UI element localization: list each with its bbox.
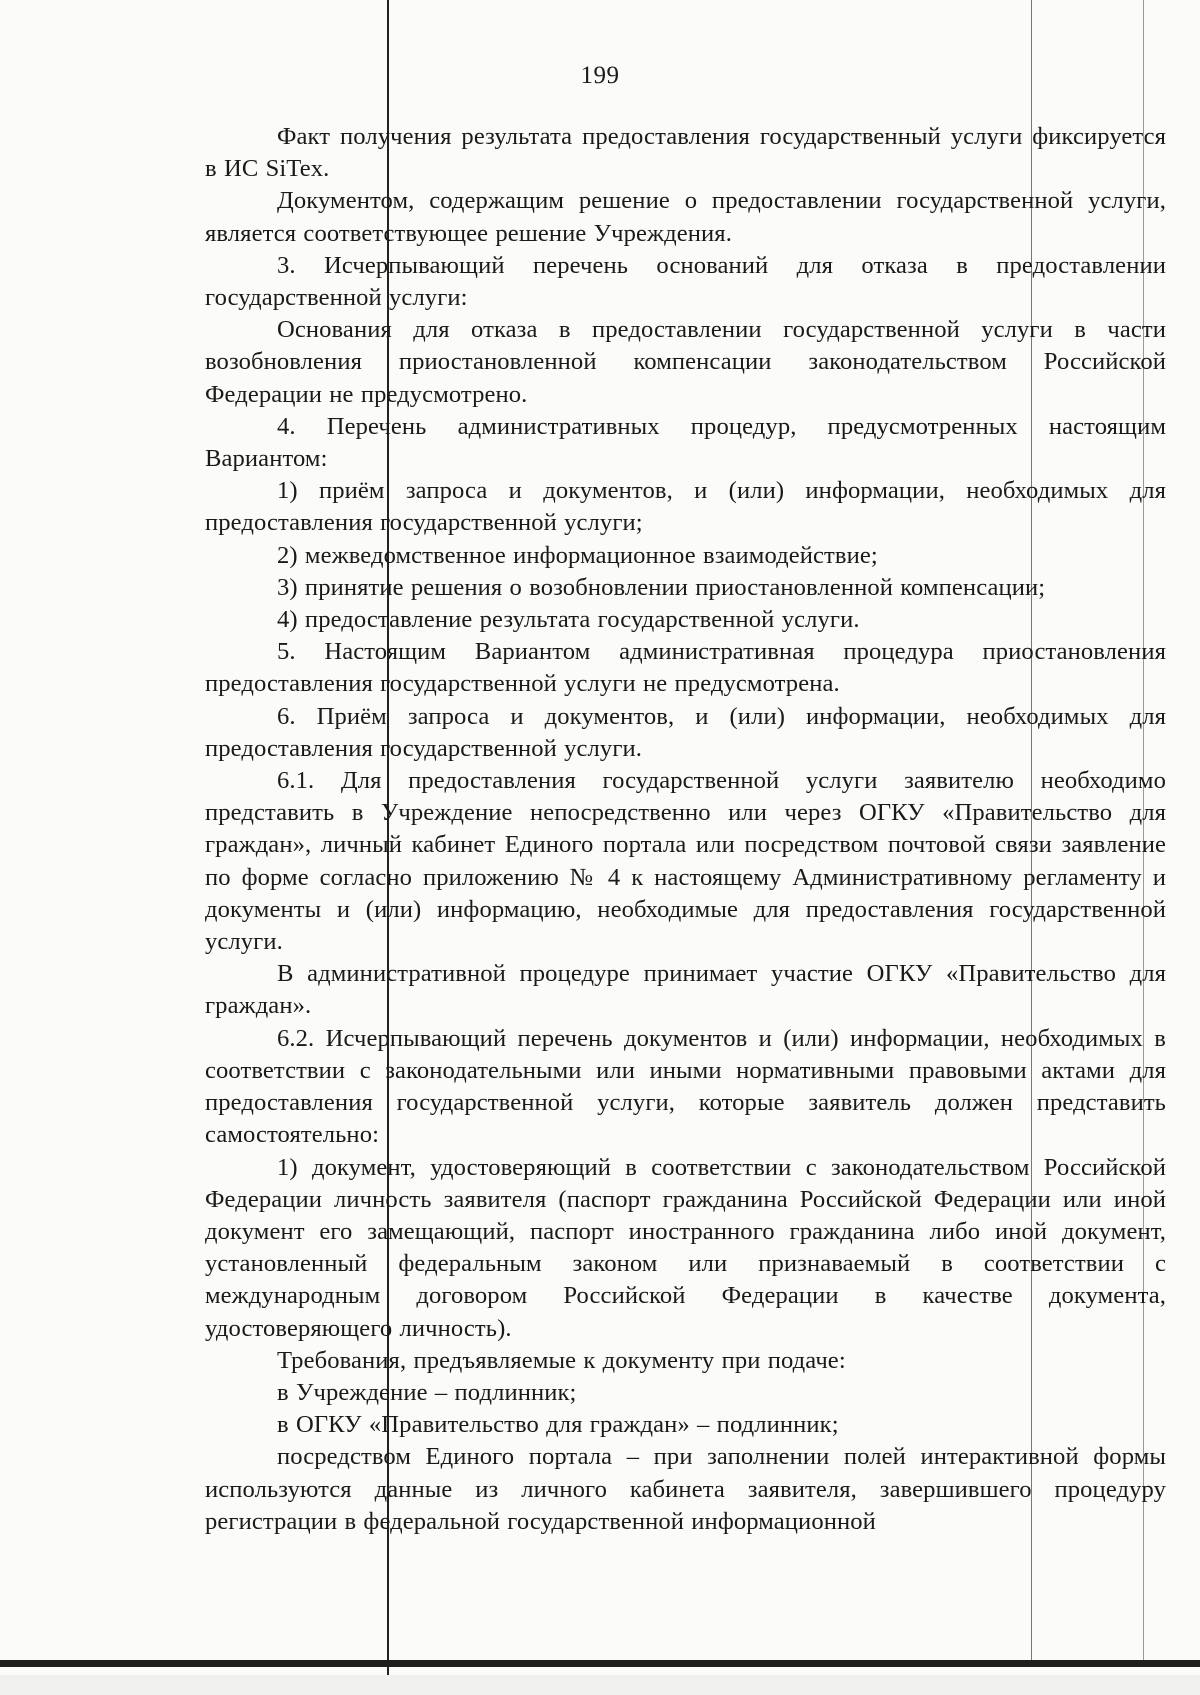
paragraph: 4. Перечень административных процедур, предусмотренных настоящим Вариантом: bbox=[205, 412, 1166, 473]
list-item: 2) межведомственное информационное взаимодействие; bbox=[277, 541, 878, 569]
list-item: в Учреждение – подлинник; bbox=[277, 1378, 577, 1406]
paragraph: 6.1. Для предоставления государственной услуги заявителю необходимо представить в Учреждение непосредственно или через ОГКУ «Правительство для граждан», личный кабинет Единого портала или посредством почтовой связи заявление по форме согласно приложению № 4 к настоящему Административному регламенту и документы и (или) информацию, необходимые для предоставления государственной услуги. bbox=[205, 767, 1166, 956]
paragraph: Основания для отказа в предоставлении государственной услуги в части возобновления приостановленной компенсации законодательством Российской Федерации не предусмотрено. bbox=[205, 316, 1166, 408]
scan-bottom-edge bbox=[0, 1660, 1200, 1667]
list-item: 4) предоставление результата государственной услуги. bbox=[277, 606, 860, 634]
document-body bbox=[205, 121, 1166, 1538]
list-item: 1) документ, удостоверяющий в соответствии с законодательством Российской Федерации личность заявителя (паспорт гражданина Российской Федерации или иной документ его замещающий, паспорт иностранного гражданина либо иной документ, установленный федеральным законом или признаваемый в соответствии с международным договором Российской Федерации в качестве документа, удостоверяющего личность). bbox=[205, 1153, 1166, 1342]
paragraph: 5. Настоящим Вариантом административная процедура приостановления предоставления государственной услуги не предусмотрена. bbox=[205, 638, 1166, 698]
paragraph: Документом, содержащим решение о предоставлении государственной услуги, является соответствующее решение Учреждения. bbox=[205, 187, 1166, 247]
paragraph: 3. Исчерпывающий перечень оснований для отказа в предоставлении государственной услуги: bbox=[205, 251, 1166, 312]
scan-margin bbox=[0, 1675, 1200, 1695]
list-item: 3) принятие решения о возобновлении приостановленной компенсации; bbox=[277, 573, 1046, 601]
paragraph: Факт получения результата предоставления государственный услуги фиксируется в ИС SiTex. bbox=[205, 123, 1166, 183]
paragraph: В административной процедуре принимает участие ОГКУ «Правительство для граждан». bbox=[205, 960, 1166, 1020]
paragraph: 6. Приём запроса и документов, и (или) информации, необходимых для предоставления государственной услуги. bbox=[205, 702, 1166, 762]
paragraph: Требования, предъявляемые к документу при подаче: bbox=[277, 1346, 846, 1374]
paragraph: 6.2. Исчерпывающий перечень документов и (или) информации, необходимых в соответствии с законодательными или иными нормативными правовыми актами для предоставления государственной услуги, которые заявитель должен представить самостоятельно: bbox=[205, 1024, 1166, 1149]
page-number: 199 bbox=[580, 62, 620, 89]
paragraph: посредством Единого портала – при заполнении полей интерактивной формы используются данные из личного кабинета заявителя, завершившего процедуру регистрации в федеральной государственной информационной bbox=[205, 1443, 1166, 1535]
list-item: 1) приём запроса и документов, и (или) информации, необходимых для предоставления государственной услуги; bbox=[205, 477, 1166, 537]
list-item: в ОГКУ «Правительство для граждан» – подлинник; bbox=[277, 1411, 839, 1439]
